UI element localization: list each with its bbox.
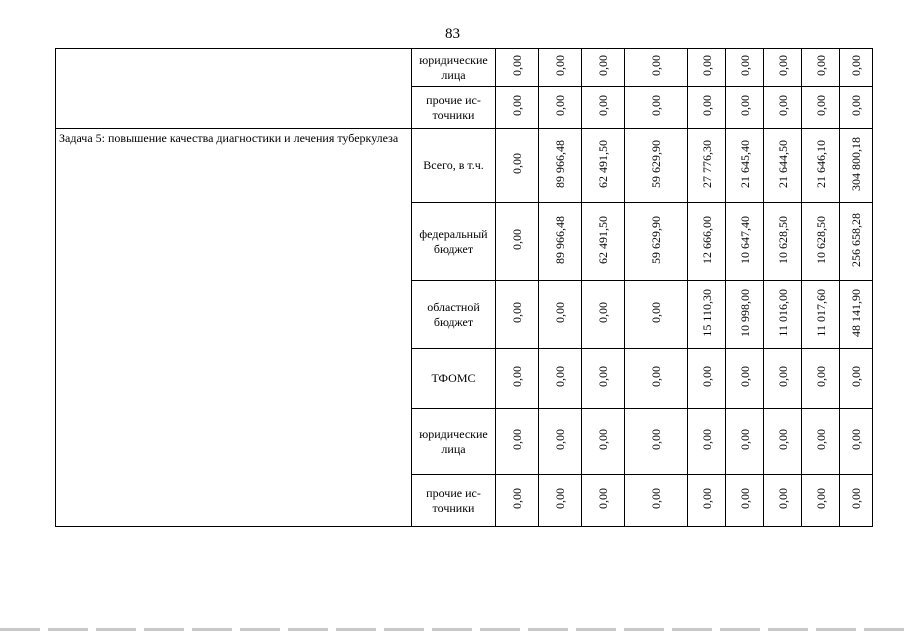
value-cell: 0,00	[775, 55, 790, 76]
value-cell: 256 658,28	[849, 212, 863, 267]
value-cell: 0,00	[775, 95, 790, 116]
value-cell: 0,00	[849, 55, 863, 76]
source-label: прочие ис-точники	[412, 87, 496, 129]
value-cell: 0,00	[553, 429, 567, 450]
value-cell: 10 628,50	[813, 215, 828, 264]
value-cell: 11 016,00	[775, 288, 790, 337]
value-cell: 0,00	[849, 366, 863, 387]
value-cell: 0,00	[737, 429, 752, 450]
source-label: федеральный бюджет	[412, 203, 496, 281]
value-cell: 0,00	[553, 55, 567, 76]
value-cell: 0,00	[510, 488, 524, 509]
value-cell: 0,00	[699, 488, 714, 509]
value-cell: 89 966,48	[553, 139, 567, 188]
value-cell: 12 666,00	[699, 215, 714, 264]
value-cell: 0,00	[510, 302, 524, 323]
value-cell: 0,00	[813, 95, 828, 116]
value-cell: 0,00	[813, 488, 828, 509]
value-cell: 0,00	[596, 429, 610, 450]
source-label: Всего, в т.ч.	[412, 129, 496, 203]
value-cell: 0,00	[596, 95, 610, 116]
value-cell: 0,00	[649, 488, 663, 509]
value-cell: 0,00	[775, 366, 790, 387]
value-cell: 11 017,60	[813, 288, 828, 337]
value-cell: 0,00	[813, 366, 828, 387]
value-cell: 27 776,30	[699, 139, 714, 188]
value-cell: 0,00	[649, 366, 663, 387]
value-cell: 0,00	[596, 302, 610, 323]
value-cell: 0,00	[737, 488, 752, 509]
value-cell: 0,00	[849, 95, 863, 116]
value-cell: 0,00	[596, 55, 610, 76]
page-number: 83	[445, 26, 460, 42]
value-cell: 0,00	[553, 95, 567, 116]
value-cell: 304 800,18	[849, 136, 863, 191]
value-cell: 0,00	[699, 366, 714, 387]
value-cell: 15 110,30	[699, 288, 714, 337]
value-cell: 0,00	[813, 55, 828, 76]
value-cell: 0,00	[553, 302, 567, 323]
value-cell: 0,00	[649, 95, 663, 116]
task-description: Задача 5: повышение качества диагностики и лечения туберкулеза	[56, 129, 412, 527]
funding-table	[55, 48, 873, 527]
source-label: юридические лица	[412, 49, 496, 87]
value-cell: 10 628,50	[775, 215, 790, 264]
value-cell: 0,00	[775, 429, 790, 450]
task-cell-empty	[56, 49, 412, 129]
table-row	[56, 129, 873, 203]
value-cell: 0,00	[596, 366, 610, 387]
value-cell: 0,00	[510, 229, 524, 250]
value-cell: 0,00	[737, 366, 752, 387]
value-cell: 0,00	[596, 488, 610, 509]
value-cell: 10 998,00	[737, 288, 752, 337]
value-cell: 0,00	[649, 55, 663, 76]
value-cell: 0,00	[813, 429, 828, 450]
value-cell: 0,00	[510, 429, 524, 450]
value-cell: 0,00	[553, 488, 567, 509]
value-cell: 0,00	[649, 302, 663, 323]
scan-edge-line	[0, 628, 905, 631]
value-cell: 0,00	[737, 55, 752, 76]
value-cell: 0,00	[699, 429, 714, 450]
value-cell: 0,00	[849, 488, 863, 509]
value-cell: 21 646,10	[813, 139, 828, 188]
value-cell: 0,00	[775, 488, 790, 509]
value-cell: 0,00	[737, 95, 752, 116]
source-label: ТФОМС	[412, 349, 496, 409]
value-cell: 48 141,90	[849, 288, 863, 337]
value-cell: 0,00	[649, 429, 663, 450]
value-cell: 0,00	[553, 366, 567, 387]
value-cell: 21 645,40	[737, 139, 752, 188]
source-label: прочие ис-точники	[412, 475, 496, 527]
value-cell: 0,00	[699, 95, 714, 116]
value-cell: 10 647,40	[737, 215, 752, 264]
value-cell: 59 629,90	[649, 215, 663, 264]
value-cell: 0,00	[510, 366, 524, 387]
value-cell: 89 966,48	[553, 215, 567, 264]
source-label: юридические лица	[412, 409, 496, 475]
value-cell: 0,00	[699, 55, 714, 76]
value-cell: 0,00	[510, 95, 524, 116]
value-cell: 21 644,50	[775, 139, 790, 188]
value-cell: 0,00	[510, 55, 524, 76]
value-cell: 62 491,50	[596, 139, 610, 188]
source-label: областной бюджет	[412, 281, 496, 349]
value-cell: 62 491,50	[596, 215, 610, 264]
table-row	[56, 49, 873, 87]
value-cell: 59 629,90	[649, 139, 663, 188]
value-cell: 0,00	[849, 429, 863, 450]
value-cell: 0,00	[510, 153, 524, 174]
